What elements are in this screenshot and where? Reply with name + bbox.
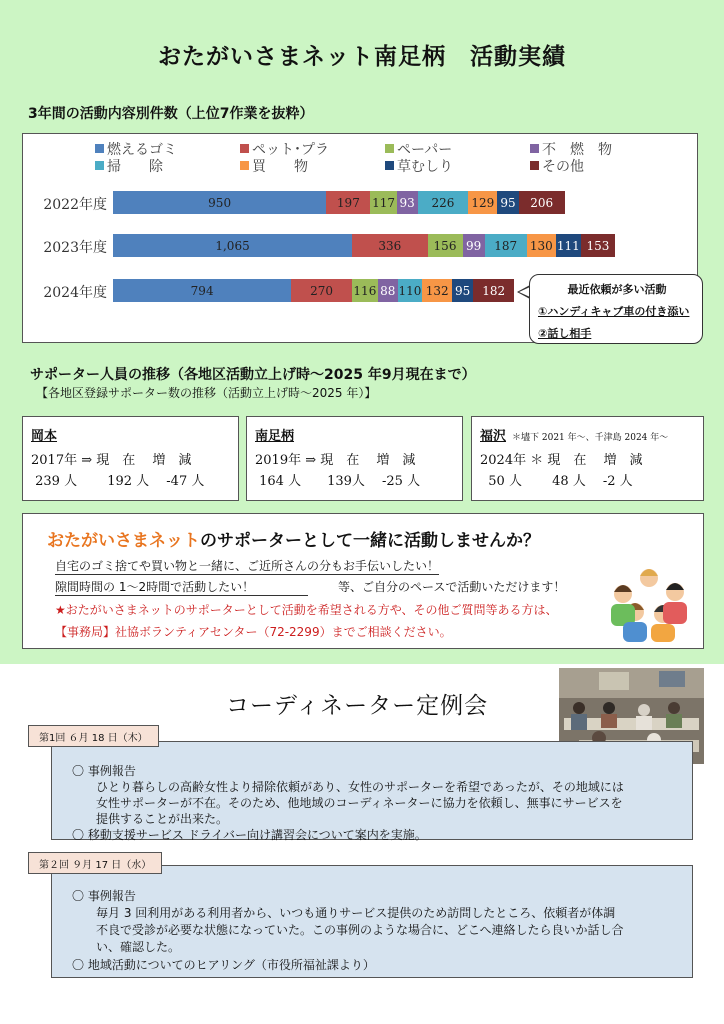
recruit-title: おたがいさまネットのサポーターとして一緒に活動しませんか？	[47, 531, 540, 551]
area-box-fukuzawa	[471, 416, 704, 501]
recruit-line-1: 自宅のゴミ捨てや買い物と一緒に、ご近所さんの分もお手伝いしたい！	[55, 559, 440, 573]
meeting-1-case-heading: 〇 事例報告	[72, 764, 136, 778]
legend-entry	[385, 140, 530, 157]
page-title: おたがいさまネット南足柄 活動実績	[158, 44, 566, 70]
bar-row	[113, 279, 514, 302]
legend-label: ペット･プラ	[252, 141, 329, 158]
legend-swatch	[95, 144, 104, 153]
meeting-1-case-body: ひとり暮らしの高齢女性より掃除依頼があり、女性のサポーターを希望であったが、その地域には	[96, 780, 624, 794]
recruit-line-2: 隙間時間の 1～2時間で活動したい！ 等、ご自分のペースで活動いただけます！	[55, 580, 566, 594]
callout-item-1: ①ハンディキャブ車の付き添い	[538, 305, 690, 318]
bar-segment: 129	[468, 191, 497, 214]
legend-label: 不 燃 物	[542, 141, 612, 158]
supporters-subheading: 【各地区登録サポーター数の推移（活動立上げ時～2025 年）】	[36, 386, 377, 400]
bar-segment: 794	[113, 279, 291, 302]
bar-segment: 197	[326, 191, 370, 214]
area-years: 2019年 ⇒ 現 在 増 減	[255, 453, 416, 468]
people-illustration	[603, 564, 695, 644]
bar-segment: 93	[397, 191, 418, 214]
legend-entry	[530, 157, 675, 174]
supporters-heading: サポーター人員の推移（各地区活動立上げ時～2025 年9月現在まで）	[30, 367, 476, 383]
meeting-1-case-body: 提供することが出来た。	[96, 812, 229, 826]
category-label: 2024年度	[43, 285, 107, 301]
callout-item-2: ②話し相手	[538, 327, 592, 340]
meeting-2-date: 第２回 ９月 17 日（水）	[28, 852, 162, 874]
bar-segment: 130	[527, 234, 556, 257]
meeting-2-case-body: 不良で受診が必要な状態になっていた。この事例のような場合に、どこへ連絡したら良いか話し合	[96, 923, 624, 937]
bar-row	[113, 234, 615, 257]
area-name: 福沢	[480, 429, 507, 444]
legend-swatch	[385, 144, 394, 153]
chart-heading: 3年間の活動内容別件数（上位7作業を抜粋）	[28, 106, 314, 122]
legend-entry	[240, 140, 385, 157]
area-counts: 239 人 192 人 -47 人	[31, 474, 205, 489]
meeting-2-item: 〇 地域活動についてのヒアリング（市役所福祉課より）	[72, 958, 375, 972]
legend-entry	[95, 140, 240, 157]
area-years: 2024年 ＊ 現 在 増 減	[480, 453, 643, 468]
bar-segment: 226	[418, 191, 469, 214]
recruit-contact: 【事務局】社協ボランティアセンター（72-2299）までご相談ください。	[55, 625, 452, 639]
bar-segment: 95	[497, 191, 518, 214]
bar-segment: 187	[485, 234, 527, 257]
bar-segment: 117	[370, 191, 396, 214]
recruit-box	[22, 513, 704, 649]
bar-segment: 132	[422, 279, 452, 302]
bar-segment: 206	[519, 191, 565, 214]
recruit-line-3: ★おたがいさまネットのサポーターとして活動を希望される方や、その他ご質問等ある方は、	[55, 603, 558, 617]
bar-segment: 116	[352, 279, 378, 302]
bar-segment: 99	[463, 234, 485, 257]
legend-label: 掃 除	[107, 158, 163, 175]
bar-segment: 270	[291, 279, 352, 302]
legend-label: 燃えるゴミ	[107, 141, 177, 158]
legend-swatch	[95, 161, 104, 170]
recent-requests-callout	[529, 274, 703, 344]
area-name: 岡本	[31, 429, 58, 444]
bar-segment: 88	[378, 279, 398, 302]
area-box-okamoto	[22, 416, 239, 501]
meeting-2-case-body: い、確認した。	[96, 940, 181, 954]
meeting-1-date: 第1回 ６月 18 日（木）	[28, 725, 159, 747]
bar-segment: 336	[352, 234, 427, 257]
meeting-1-case-body: 女性サポーターが不在。そのため、他地域のコーディネーターに協力を依頼し、無事にサービスを	[96, 796, 623, 810]
legend-label: ペーパー	[397, 141, 453, 158]
legend-swatch	[530, 161, 539, 170]
area-years: 2017年 ⇒ 現 在 増 減	[31, 453, 192, 468]
legend-label: 買 物	[252, 158, 308, 175]
area-counts: 50 人 48 人 -2 人	[480, 474, 633, 489]
bar-segment: 153	[581, 234, 615, 257]
legend-swatch	[240, 144, 249, 153]
area-box-minamiashigara	[246, 416, 463, 501]
bar-row	[113, 191, 565, 214]
bar-segment: 182	[473, 279, 514, 302]
meeting-1-item: 〇 移動支援サービス ドライバー向け講習会について案内を実施。	[72, 828, 427, 842]
bar-segment: 1,065	[113, 234, 352, 257]
legend-entry	[530, 140, 675, 157]
legend-entry	[240, 157, 385, 174]
bar-segment: 156	[428, 234, 463, 257]
bar-segment: 110	[398, 279, 423, 302]
chart-legend	[95, 140, 675, 174]
legend-label: その他	[542, 158, 584, 175]
legend-swatch	[385, 161, 394, 170]
area-name: 南足柄	[255, 429, 295, 444]
area-note: ＊壗下 2021 年～、千津島 2024 年～	[512, 433, 669, 443]
meeting-2-case-heading: 〇 事例報告	[72, 889, 136, 903]
legend-entry	[385, 157, 530, 174]
legend-swatch	[530, 144, 539, 153]
category-label: 2023年度	[43, 240, 107, 256]
callout-title: 最近依頼が多い活動	[567, 283, 667, 296]
meeting-2-case-body: 毎月 3 回利用がある利用者から、いつも通りサービス提供のため訪問したところ、依頼者が体調	[96, 906, 616, 920]
legend-label: 草むしり	[397, 158, 453, 175]
legend-entry	[95, 157, 240, 174]
bar-segment: 111	[556, 234, 581, 257]
meetings-title: コーディネーター定例会	[226, 693, 489, 719]
bar-segment: 95	[452, 279, 473, 302]
category-label: 2022年度	[43, 197, 107, 213]
area-counts: 164 人 139人 -25 人	[255, 474, 421, 489]
legend-swatch	[240, 161, 249, 170]
bar-segment: 950	[113, 191, 326, 214]
